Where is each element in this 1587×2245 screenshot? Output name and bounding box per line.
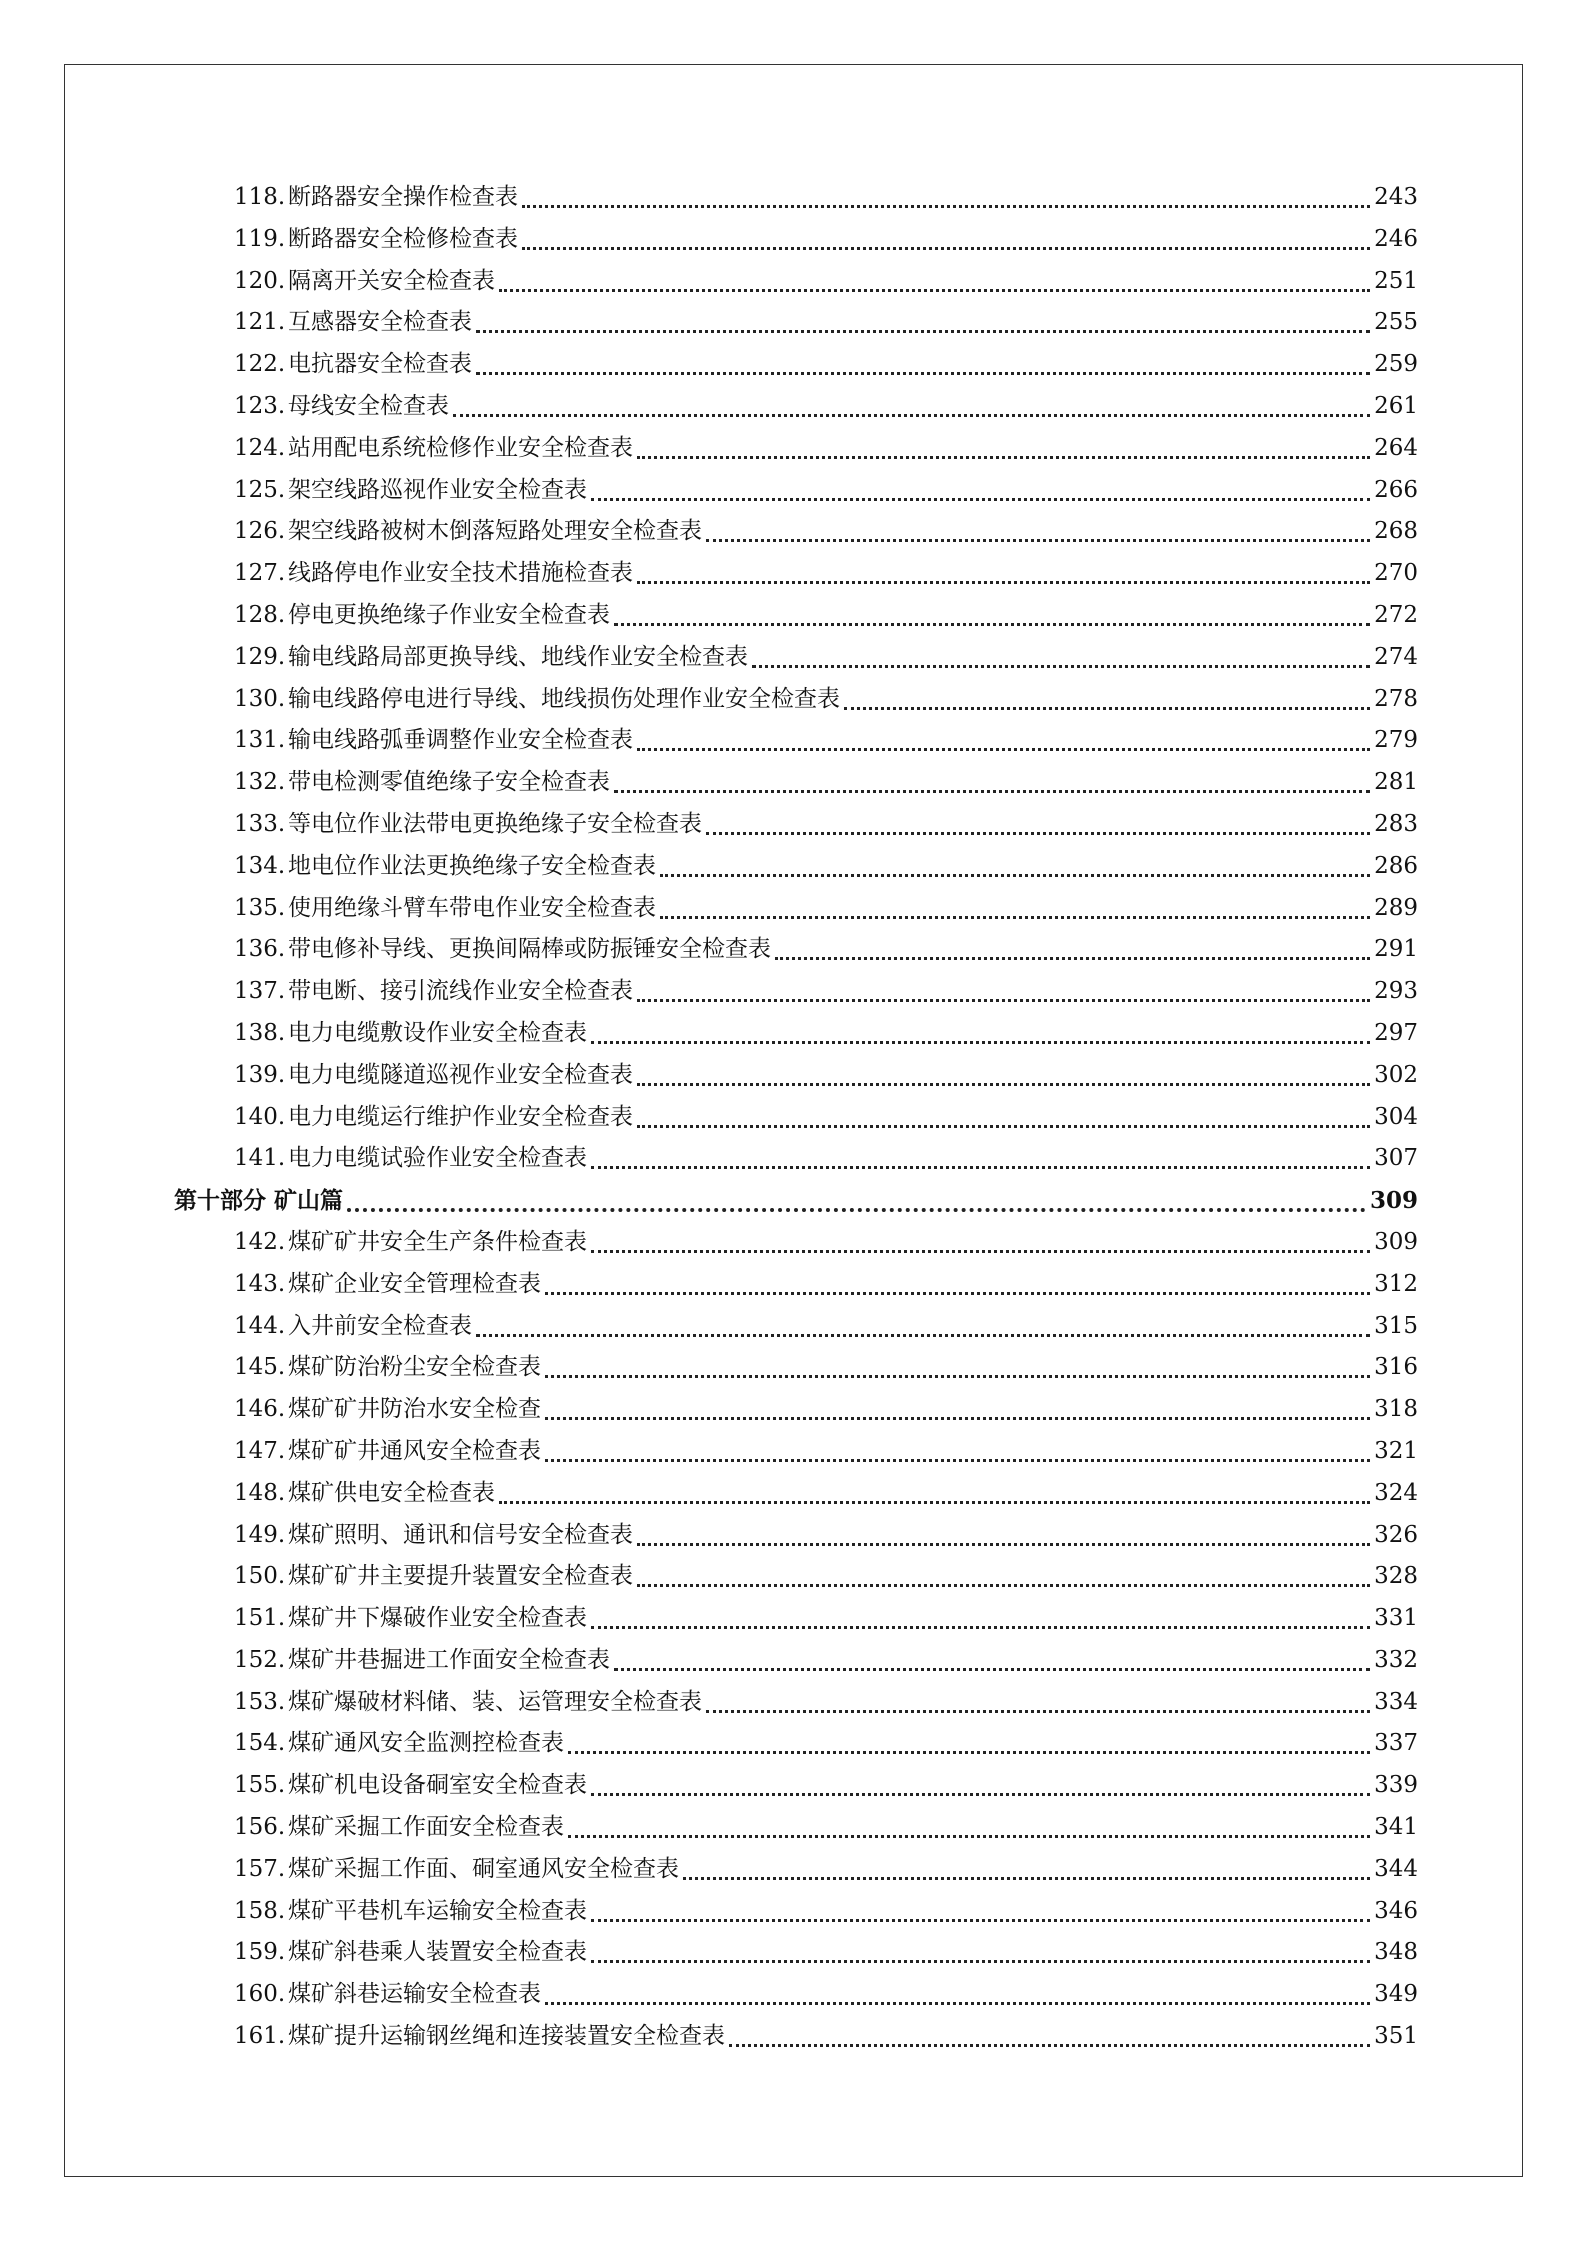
toc-entry-number: 161. [234,2023,286,2050]
toc-entry-number: 150. [234,1563,286,1590]
toc-entry-page-number: 286 [1374,852,1418,879]
toc-entry-number: 140. [234,1103,286,1130]
dot-leader [614,1645,1370,1671]
toc-entry-title: 煤矿提升运输钢丝绳和连接装置安全检查表 [288,2023,725,2050]
dot-leader [660,893,1370,919]
toc-entry-page-number: 297 [1374,1019,1418,1046]
toc-entry-title: 入井前安全检查表 [288,1312,472,1339]
toc-entry-title: 煤矿矿井安全生产条件检查表 [288,1228,587,1255]
toc-entry-number: 147. [234,1437,286,1464]
toc-entry-page-number: 270 [1374,560,1418,587]
toc-entry-page-number: 341 [1374,1814,1418,1841]
toc-entry[interactable] [174,177,1418,219]
toc-entry[interactable] [174,1473,1418,1515]
toc-entry-title: 煤矿照明、通讯和信号安全检查表 [288,1521,633,1548]
dot-leader [591,1937,1370,1963]
toc-entry-title: 煤矿矿井通风安全检查表 [288,1437,541,1464]
toc-entry[interactable] [174,679,1418,721]
toc-entry[interactable] [174,929,1418,971]
toc-entry[interactable] [174,637,1418,679]
toc-entry-title: 电力电缆试验作业安全检查表 [288,1145,587,1172]
toc-entry[interactable] [174,1138,1418,1180]
toc-entry-title: 煤矿供电安全检查表 [288,1479,495,1506]
dot-leader [545,1352,1370,1378]
toc-entry-title: 煤矿井下爆破作业安全检查表 [288,1605,587,1632]
toc-entry-number: 160. [234,1981,286,2008]
toc-entry[interactable] [174,720,1418,762]
toc-entry[interactable] [174,1807,1418,1849]
toc-entry-number: 157. [234,1855,286,1882]
dot-leader [683,1854,1370,1880]
toc-entry-title: 煤矿井巷掘进工作面安全检查表 [288,1646,610,1673]
toc-entry-number: 143. [234,1270,286,1297]
toc-entry-page-number: 251 [1374,267,1418,294]
toc-entry-number: 148. [234,1479,286,1506]
toc-entry-number: 125. [234,476,286,503]
toc-entry-number: 128. [234,601,286,628]
toc-entry-page-number: 279 [1374,727,1418,754]
toc-entry[interactable] [174,261,1418,303]
toc-entry-number: 124. [234,434,286,461]
toc-entry-title: 煤矿矿井防治水安全检查 [288,1396,541,1423]
toc-entry-page-number: 326 [1374,1521,1418,1548]
dot-leader [591,1227,1370,1253]
toc-entry-number: 139. [234,1061,286,1088]
toc-entry-title: 等电位作业法带电更换绝缘子安全检查表 [288,810,702,837]
toc-entry[interactable] [174,1055,1418,1097]
dot-leader [637,725,1370,751]
toc-entry[interactable] [174,1347,1418,1389]
toc-entry-title: 带电检测零值绝缘子安全检查表 [288,769,610,796]
toc-entry-page-number: 243 [1374,184,1418,210]
dot-leader [637,1102,1370,1128]
dot-leader [706,809,1370,835]
toc-entry-page-number: 246 [1374,225,1418,252]
toc-entry[interactable] [174,1264,1418,1306]
toc-entry-title: 互感器安全检查表 [288,309,472,336]
toc-entry-title: 煤矿平巷机车运输安全检查表 [288,1897,587,1924]
dot-leader [453,391,1370,417]
toc-entry-title: 煤矿采掘工作面安全检查表 [288,1814,564,1841]
toc-entry-page-number: 304 [1374,1103,1418,1130]
dot-leader [637,1060,1370,1086]
toc-entry-number: 138. [234,1019,286,1046]
toc-entry-page-number: 289 [1374,894,1418,921]
toc-entry-number: 146. [234,1396,286,1423]
toc-entry-page-number: 348 [1374,1939,1418,1966]
toc-part-heading[interactable] [174,1180,1418,1222]
toc-entry-page-number: 261 [1374,392,1418,419]
toc-entry-number: 152. [234,1646,286,1673]
toc-entry-page-number: 283 [1374,810,1418,837]
toc-entry[interactable] [174,511,1418,553]
toc-entry-title: 带电断、接引流线作业安全检查表 [288,978,633,1005]
dot-leader [545,1979,1370,2005]
toc-entry-number: 145. [234,1354,286,1381]
toc-entry[interactable] [174,470,1418,512]
toc-entry[interactable] [174,971,1418,1013]
toc-entry-page-number: 318 [1374,1396,1418,1423]
dot-leader [591,1018,1370,1044]
toc-entry-page-number: 332 [1374,1646,1418,1673]
dot-leader [591,475,1370,501]
toc-entry[interactable] [174,846,1418,888]
toc-entry-number: 155. [234,1772,286,1799]
toc-entry[interactable] [174,1097,1418,1139]
toc-entry-number: 156. [234,1814,286,1841]
toc-entry-number: 137. [234,978,286,1005]
toc-entry-number: 134. [234,852,286,879]
toc-entry-number: 118. [234,184,286,210]
toc-entry-number: 119. [234,225,286,252]
toc-entry-number: 133. [234,810,286,837]
toc-entry-page-number: 274 [1374,643,1418,670]
dot-leader [476,1311,1370,1337]
dot-leader [545,1436,1370,1462]
toc-entry[interactable] [174,1891,1418,1933]
toc-entry-page-number: 309 [1374,1228,1418,1255]
toc-entry-title: 断路器安全检修检查表 [288,225,518,252]
dot-leader [614,767,1370,793]
toc-entry-page-number: 321 [1374,1437,1418,1464]
toc-entry[interactable] [174,219,1418,261]
toc-entry-number: 123. [234,392,286,419]
dot-leader [522,224,1370,250]
toc-entry-page-number: 324 [1374,1479,1418,1506]
toc-entry-number: 151. [234,1605,286,1632]
toc-entry-page-number: 309 [1369,1187,1418,1215]
toc-entry-title: 煤矿机电设备硐室安全检查表 [288,1772,587,1799]
toc-entry-title: 断路器安全操作检查表 [288,184,518,210]
toc-entry-title: 使用绝缘斗臂车带电作业安全检查表 [288,894,656,921]
toc-entry[interactable] [174,888,1418,930]
toc-entry-number: 149. [234,1521,286,1548]
toc-entry-number: 121. [234,309,286,336]
dot-leader [637,558,1370,584]
dot-leader [545,1269,1370,1295]
toc-entry-title: 输电线路弧垂调整作业安全检查表 [288,727,633,754]
toc-entry-title: 站用配电系统检修作业安全检查表 [288,434,633,461]
dot-leader [545,1394,1370,1420]
toc-entry[interactable] [174,595,1418,637]
toc-entry-title: 带电修补导线、更换间隔棒或防振锤安全检查表 [288,936,771,963]
dot-leader [752,642,1370,668]
toc-entry-title: 煤矿斜巷乘人装置安全检查表 [288,1939,587,1966]
dot-leader [347,1185,1366,1212]
toc-entry-page-number: 266 [1374,476,1418,503]
toc-entry-number: 135. [234,894,286,921]
toc-entry[interactable] [174,1974,1418,2016]
toc-entry-number: 129. [234,643,286,670]
toc-entry[interactable] [174,1640,1418,1682]
dot-leader [568,1812,1370,1838]
toc-entry-number: 141. [234,1145,286,1172]
toc-entry-title: 电力电缆敷设作业安全检查表 [288,1019,587,1046]
toc-entry[interactable] [174,1932,1418,1974]
dot-leader [591,1143,1370,1169]
toc-entry-title: 电力电缆隧道巡视作业安全检查表 [288,1061,633,1088]
toc-entry-title: 第十部分 矿山篇 [174,1187,344,1215]
dot-leader [637,1561,1370,1587]
toc-entry-title: 煤矿爆破材料储、装、运管理安全检查表 [288,1688,702,1715]
toc-entry[interactable] [174,1849,1418,1891]
toc-entry-page-number: 331 [1374,1605,1418,1632]
toc-entry[interactable] [174,1515,1418,1557]
toc-entry[interactable] [174,804,1418,846]
toc-entry-page-number: 307 [1374,1145,1418,1172]
toc-entry-number: 144. [234,1312,286,1339]
toc-entry[interactable] [174,344,1418,386]
toc-entry[interactable] [174,1389,1418,1431]
toc-entry[interactable] [174,428,1418,470]
dot-leader [706,516,1370,542]
toc-entry-number: 142. [234,1228,286,1255]
toc-entry-page-number: 315 [1374,1312,1418,1339]
dot-leader [637,976,1370,1002]
toc-entry-number: 158. [234,1897,286,1924]
dot-leader [706,1687,1370,1713]
dot-leader [476,349,1370,375]
dot-leader [637,433,1370,459]
toc-entry-number: 130. [234,685,286,712]
toc-entry-number: 120. [234,267,286,294]
toc-entry-number: 136. [234,936,286,963]
toc-entry-title: 煤矿企业安全管理检查表 [288,1270,541,1297]
toc-entry-number: 159. [234,1939,286,1966]
toc-entry-page-number: 255 [1374,309,1418,336]
dot-leader [660,851,1370,877]
toc-entry-page-number: 278 [1374,685,1418,712]
toc-entry-page-number: 312 [1374,1270,1418,1297]
toc-entry-title: 煤矿通风安全监测控检查表 [288,1730,564,1757]
toc-entry-number: 154. [234,1730,286,1757]
dot-leader [844,684,1370,710]
toc-entry-title: 架空线路巡视作业安全检查表 [288,476,587,503]
toc-entry-page-number: 328 [1374,1563,1418,1590]
toc-entry-number: 127. [234,560,286,587]
toc-entry-page-number: 349 [1374,1981,1418,2008]
toc-entry[interactable] [174,1222,1418,1264]
toc-entry[interactable] [174,302,1418,344]
dot-leader [775,934,1370,960]
toc-entry-page-number: 351 [1374,2023,1418,2050]
toc-entry-title: 输电线路停电进行导线、地线损伤处理作业安全检查表 [288,685,840,712]
toc-entry[interactable] [174,2016,1418,2058]
toc-entry[interactable] [174,1682,1418,1724]
dot-leader [568,1728,1370,1754]
toc-entry[interactable] [174,762,1418,804]
toc-entry-page-number: 268 [1374,518,1418,545]
toc-entry-title: 输电线路局部更换导线、地线作业安全检查表 [288,643,748,670]
toc-entry-page-number: 264 [1374,434,1418,461]
toc-entry-page-number: 337 [1374,1730,1418,1757]
toc-entry[interactable] [174,1306,1418,1348]
toc-entry-title: 架空线路被树木倒落短路处理安全检查表 [288,518,702,545]
toc-entry[interactable] [174,1765,1418,1807]
toc-entry-number: 131. [234,727,286,754]
table-of-contents [174,177,1418,2058]
toc-entry-number: 153. [234,1688,286,1715]
toc-entry-page-number: 339 [1374,1772,1418,1799]
toc-entry[interactable] [174,1598,1418,1640]
toc-entry-page-number: 281 [1374,769,1418,796]
dot-leader [637,1520,1370,1546]
dot-leader [499,266,1370,292]
dot-leader [476,307,1370,333]
toc-entry-page-number: 344 [1374,1855,1418,1882]
toc-entry-page-number: 316 [1374,1354,1418,1381]
toc-entry-page-number: 346 [1374,1897,1418,1924]
toc-entry-title: 煤矿矿井主要提升装置安全检查表 [288,1563,633,1590]
dot-leader [522,182,1370,208]
toc-entry-title: 电力电缆运行维护作业安全检查表 [288,1103,633,1130]
toc-entry-number: 122. [234,351,286,378]
toc-entry-title: 停电更换绝缘子作业安全检查表 [288,601,610,628]
dot-leader [499,1478,1370,1504]
toc-entry[interactable] [174,1013,1418,1055]
toc-entry[interactable] [174,1431,1418,1473]
dot-leader [591,1896,1370,1922]
toc-entry-page-number: 259 [1374,351,1418,378]
toc-entry-page-number: 293 [1374,978,1418,1005]
toc-entry-title: 地电位作业法更换绝缘子安全检查表 [288,852,656,879]
dot-leader [591,1603,1370,1629]
toc-entry[interactable] [174,553,1418,595]
toc-entry-number: 132. [234,769,286,796]
toc-entry-title: 母线安全检查表 [288,392,449,419]
toc-entry-title: 煤矿斜巷运输安全检查表 [288,1981,541,2008]
toc-entry-title: 线路停电作业安全技术措施检查表 [288,560,633,587]
dot-leader [614,600,1370,626]
toc-entry-page-number: 272 [1374,601,1418,628]
toc-entry-title: 电抗器安全检查表 [288,351,472,378]
toc-entry-title: 隔离开关安全检查表 [288,267,495,294]
toc-entry-page-number: 291 [1374,936,1418,963]
dot-leader [591,1770,1370,1796]
toc-entry-page-number: 302 [1374,1061,1418,1088]
toc-entry-title: 煤矿防治粉尘安全检查表 [288,1354,541,1381]
toc-entry-title: 煤矿采掘工作面、硐室通风安全检查表 [288,1855,679,1882]
toc-entry-page-number: 334 [1374,1688,1418,1715]
toc-entry[interactable] [174,386,1418,428]
dot-leader [729,2021,1370,2047]
toc-entry-number: 126. [234,518,286,545]
toc-entry[interactable] [174,1723,1418,1765]
toc-entry[interactable] [174,1556,1418,1598]
